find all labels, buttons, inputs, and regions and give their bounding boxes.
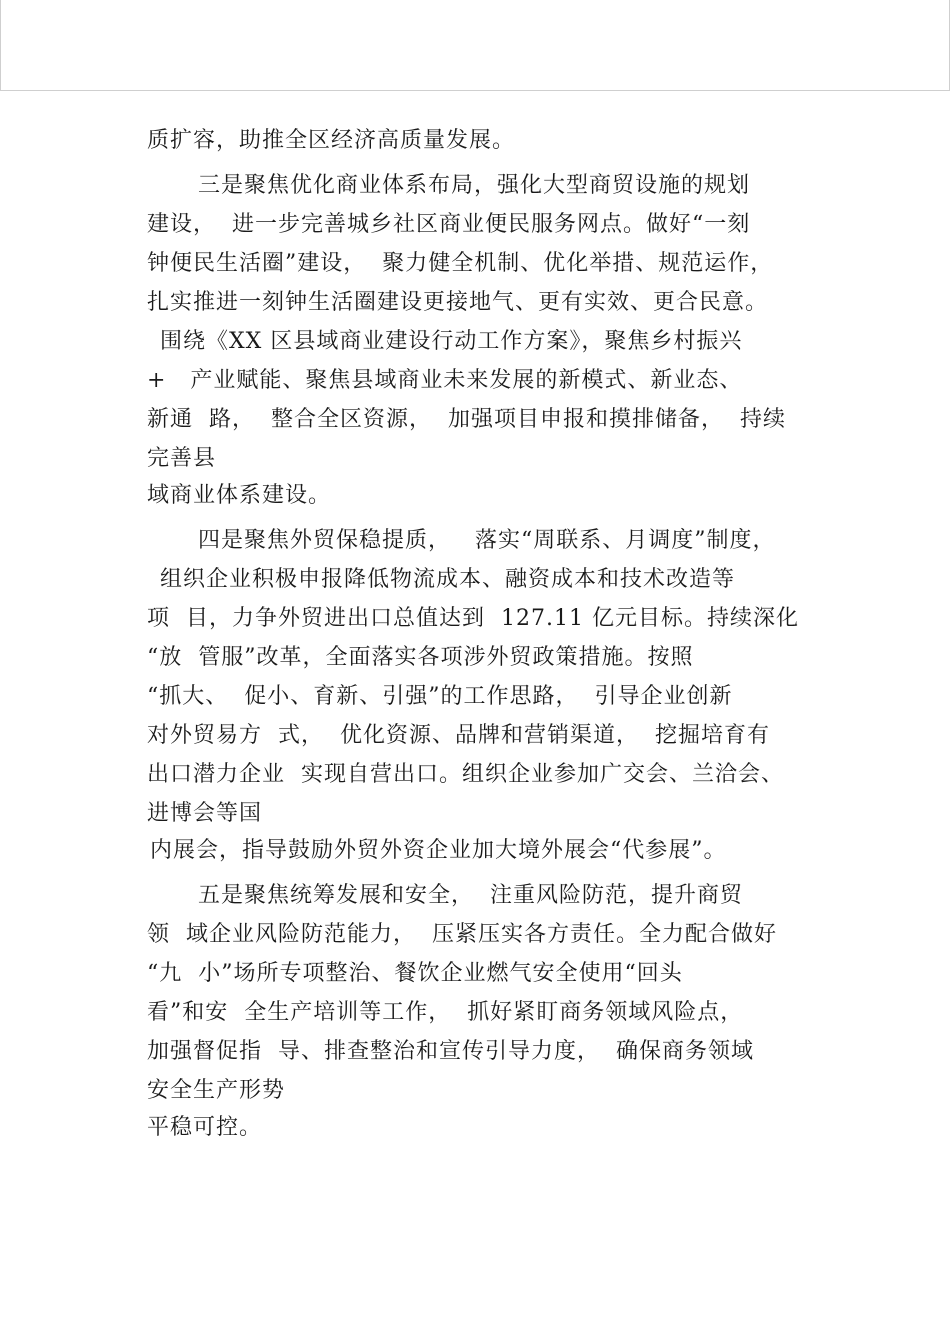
text-line: 钟便民生活圈”建设， 聚力健全机制、优化举措、规范运作，: [147, 251, 774, 276]
text-line: 看”和安 全生产培训等工作， 抓好紧盯商务领域风险点，: [147, 1000, 744, 1025]
paragraph-4-start: 四是聚焦外贸保稳提质， 落实“周联系、月调度”制度，: [198, 528, 776, 553]
text-line: 领 域企业风险防范能力， 压紧压实各方责任。全力配合做好: [147, 922, 777, 947]
text-line: 扎实推进一刻钟生活圈建设更接地气、更有实效、更合民意。: [147, 290, 769, 315]
paragraph-5-start: 五是聚焦统筹发展和安全， 注重风险防范，提升商贸: [198, 883, 743, 908]
text-line: “抓大、 促小、育新、引强”的工作思路， 引导企业创新: [147, 684, 733, 709]
text-line: 围绕《XX 区县域商业建设行动工作方案》，聚焦乡村振兴: [160, 329, 743, 354]
text-line: 组织企业积极申报降低物流成本、融资成本和技术改造等: [160, 567, 736, 592]
text-line: 进博会等国: [147, 801, 263, 826]
text-line: 建设， 进一步完善城乡社区商业便民服务网点。做好“一刻: [147, 212, 751, 237]
text-line: 新通 路， 整合全区资源， 加强项目申报和摸排储备， 持续: [147, 407, 786, 432]
text-line: + 产业赋能、聚焦县域商业未来发展的新模式、新业态、: [147, 368, 743, 393]
text-line: 完善县: [147, 446, 217, 471]
text-line: 域商业体系建设。: [147, 483, 332, 508]
text-line: 对外贸易方 式， 优化资源、品牌和营销渠道， 挖掘培育有: [147, 723, 770, 748]
text-line: 内展会，指导鼓励外贸外资企业加大境外展会“代参展”。: [150, 838, 727, 863]
text-line: 出口潜力企业 实现自营出口。组织企业参加广交会、兰洽会、: [147, 762, 784, 787]
text-line: 安全生产形势: [147, 1078, 286, 1103]
paragraph-3-start: 三是聚焦优化商业体系布局，强化大型商贸设施的规划: [198, 173, 751, 198]
text-line: 项 目，力争外贸进出口总值达到 127.11 亿元目标。持续深化: [147, 606, 799, 631]
text-line: “放 管服”改革，全面落实各项涉外贸政策措施。按照: [147, 645, 694, 670]
text-line: 质扩容，助推全区经济高质量发展。: [147, 128, 516, 153]
text-line: 平稳可控。: [147, 1115, 263, 1140]
text-line: “九 小”场所专项整治、餐饮企业燃气安全使用“回头: [147, 961, 683, 986]
text-line: 加强督促指 导、排查整治和宣传引导力度， 确保商务领域: [147, 1039, 754, 1064]
